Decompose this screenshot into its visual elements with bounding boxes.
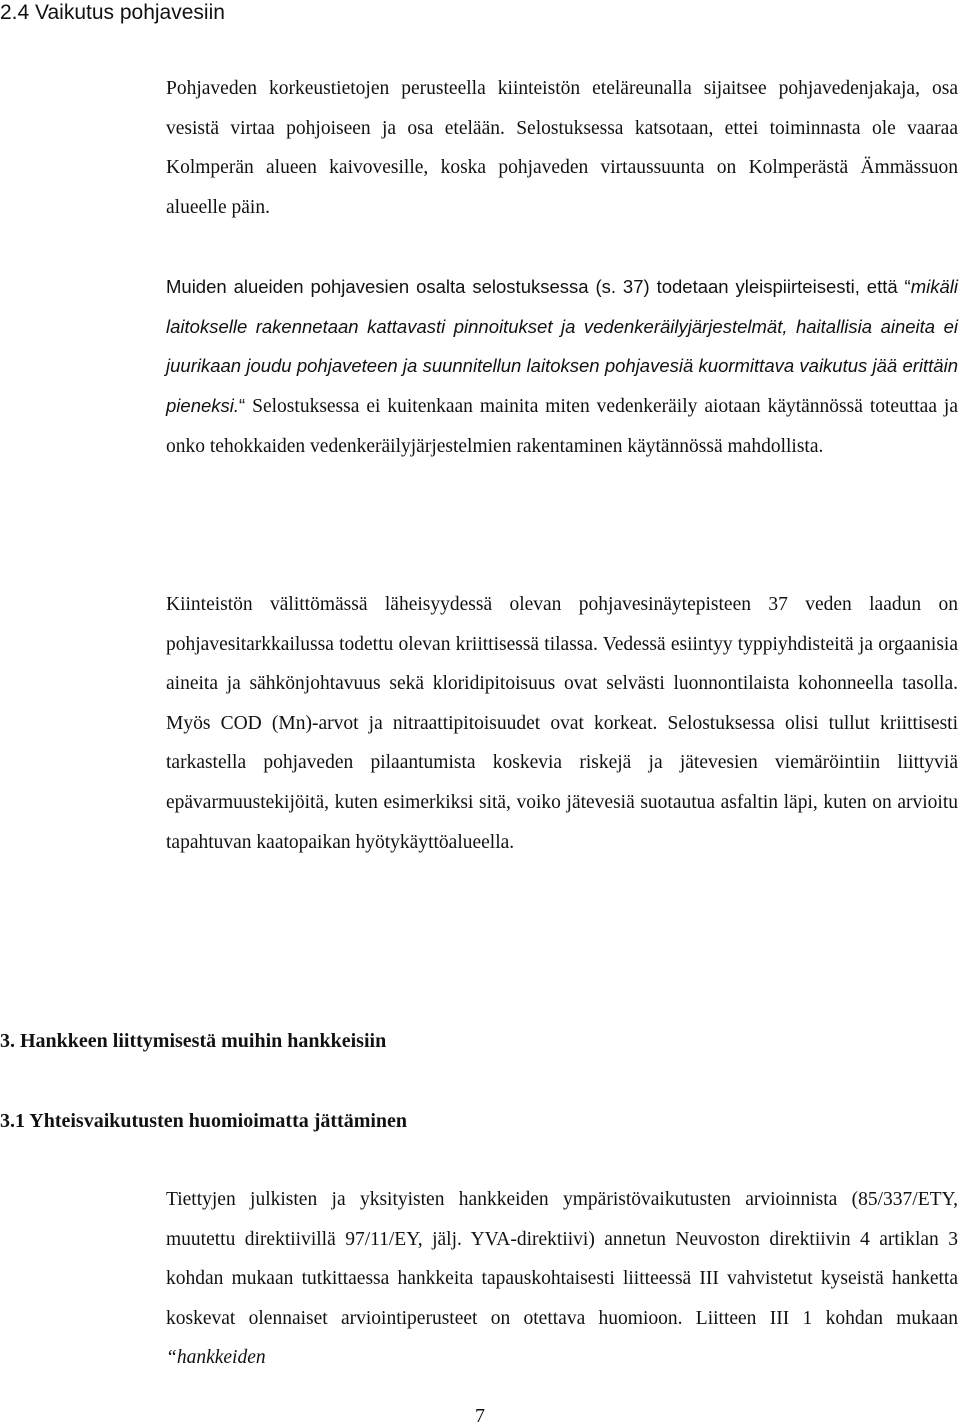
paragraph-2-tail: Selostuksessa ei kuitenkaan mainita miten vedenkeräily aiotaan käytännössä toteuttaa ja onko tehokkaiden vedenkeräilyjärjestelmien rakentaminen käytännössä mahdollista.: [166, 395, 958, 458]
section-2-4-heading: 2.4 Vaikutus pohjavesiin: [0, 1, 225, 24]
section-3-1-paragraph-text: Tiettyjen julkisten ja yksityisten hankkeiden ympäristövaikutusten arvioinnista (85/337/ETY, muutettu direktiivillä 97/11/EY, jälj. YVA-direktiivi) annetun Neuvoston direktiivin 4 artiklan 3 kohdan mukaan tutkittaessa hankkeita tapauskohtaisesti liitteessä III vahvistetut kyseistä hanketta koskevat olennaiset arviointiperusteet on otettava huomioon. Liitteen III 1 kohdan mukaan: [166, 1189, 958, 1329]
section-2-4-paragraph-3: Kiinteistön välittömässä läheisyydessä olevan pohjavesinäytepisteen 37 veden laadun on pohjavesitarkkailussa todettu olevan kriittisessä tilassa. Vedessä esiintyy typpiyhdisteitä ja orgaanisia aineita ja sähkönjohtavuus sekä kloridipitoisuus ovat selvästi luonnontilaista kohonneella tasolla. Myös COD (Mn)-arvot ja nitraattipitoisuudet ovat korkeat. Selostuksessa olisi tullut kriittisesti tarkastella pohjaveden pilaantumista koskevia riskejä ja jätevesien viemäröintiin liittyviä epävarmuustekijöitä, kuten esimerkiksi sitä, voiko jätevesiä suotautua asfaltin läpi, kuten on arvioitu tapahtuvan kaatopaikan hyötykäyttöalueella.: [166, 594, 958, 853]
paragraph-2-quote: mikäli laitokselle rakennetaan kattavasti pinnoitukset ja vedenkeräilyjärjestelmät, haitallisia aineita ei juurikaan joudu pohjaveteen ja suunnitellun laitoksen pohjavesiä kuormittava vaikutus jää erittäin pieneksi.: [166, 276, 958, 416]
section-2-4-paragraph-2: [166, 267, 958, 467]
section-2-4-paragraph-1: Pohjaveden korkeustietojen perusteella kiinteistön eteläreunalla sijaitsee pohjavedenjakaja, osa vesistä virtaa pohjoiseen ja osa etelään. Selostuksessa katsotaan, ettei toiminnasta ole vaaraa Kolmperän alueen kaivovesille, koska pohjaveden virtaussuunta on Kolmperästä Ämmässuon alueelle päin.: [166, 78, 958, 218]
section-3-1-heading: 3.1 Yhteisvaikutusten huomioimatta jättäminen: [0, 1110, 408, 1132]
paragraph-2-lead: Muiden alueiden pohjavesien osalta selostuksessa (s. 37) todetaan yleispiirteisesti, että “: [166, 276, 911, 297]
section-3-1-paragraph-1: [166, 1180, 958, 1378]
section-3-heading: 3. Hankkeen liittymisestä muihin hankkeisiin: [0, 1030, 387, 1052]
section-3-1-quote-start: “hankkeiden: [166, 1347, 266, 1369]
page-number: 7: [475, 1405, 485, 1427]
paragraph-2-close-mark: “: [239, 394, 246, 416]
